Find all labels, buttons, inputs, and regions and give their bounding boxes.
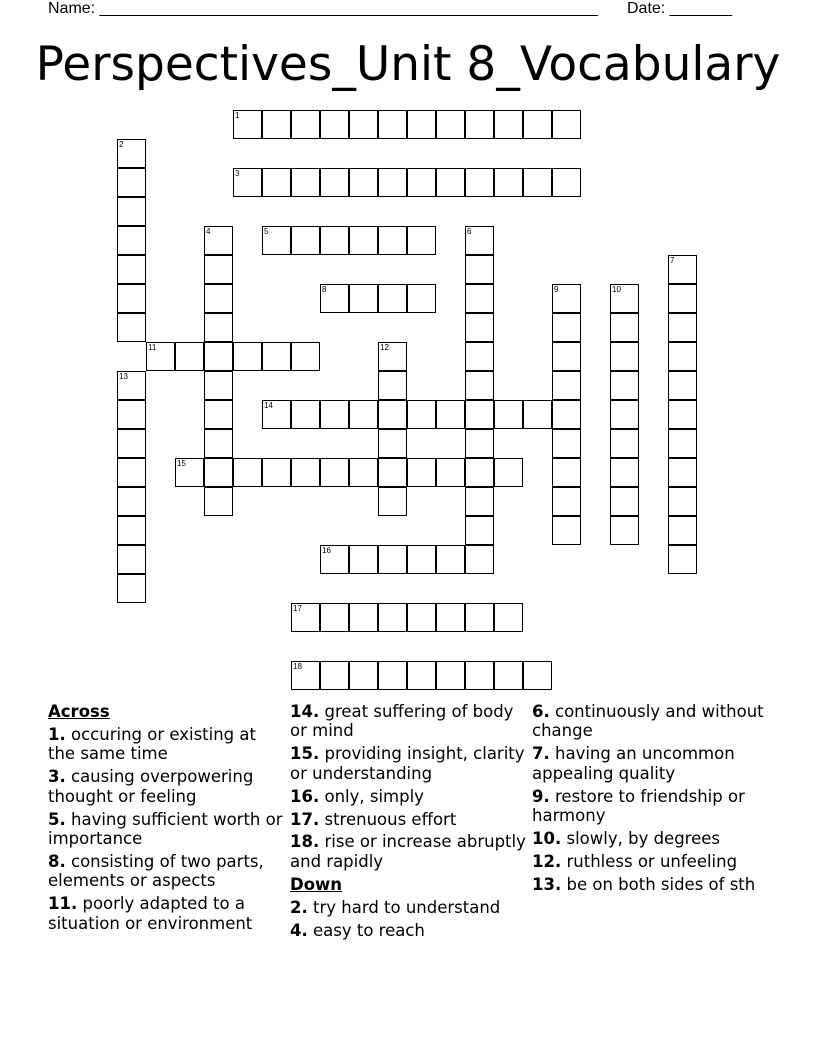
clue-number-label: 7: [670, 256, 675, 265]
crossword-cell[interactable]: [436, 110, 465, 139]
crossword-cell[interactable]: [668, 487, 697, 516]
across-heading: Across: [48, 702, 110, 721]
crossword-cell[interactable]: [175, 458, 204, 487]
crossword-cell[interactable]: [291, 603, 320, 632]
crossword-cell[interactable]: [320, 168, 349, 197]
down-clue-2: [290, 898, 526, 917]
crossword-cell[interactable]: [349, 603, 378, 632]
crossword-cell[interactable]: [552, 458, 581, 487]
crossword-cell[interactable]: [436, 661, 465, 690]
clue-number: 6.: [532, 702, 550, 721]
clue-number: 13.: [532, 874, 562, 894]
crossword-cell[interactable]: [117, 429, 146, 458]
clue-number: 9.: [532, 786, 550, 806]
crossword-cell[interactable]: [378, 400, 407, 429]
clue-number-label: 2: [119, 140, 124, 149]
crossword-cell[interactable]: [117, 458, 146, 487]
crossword-cell[interactable]: [552, 516, 581, 545]
crossword-cell[interactable]: [378, 284, 407, 313]
crossword-cell[interactable]: [494, 400, 523, 429]
crossword-cell[interactable]: [494, 603, 523, 632]
crossword-cell[interactable]: [291, 661, 320, 690]
crossword-cell[interactable]: [233, 110, 262, 139]
clue-text: continuously and without change: [532, 702, 764, 741]
crossword-cell[interactable]: [668, 458, 697, 487]
crossword-cell[interactable]: [349, 545, 378, 574]
crossword-cell[interactable]: [117, 371, 146, 400]
crossword-cell[interactable]: [610, 487, 639, 516]
crossword-cell[interactable]: [349, 168, 378, 197]
crossword-cell[interactable]: [349, 661, 378, 690]
clue-number: 17.: [290, 809, 320, 829]
clue-number-label: 17: [293, 604, 302, 613]
crossword-cell[interactable]: [262, 110, 291, 139]
crossword-cell[interactable]: [523, 661, 552, 690]
crossword-cell[interactable]: [117, 255, 146, 284]
crossword-cell[interactable]: [552, 342, 581, 371]
across-clue-1: [48, 725, 284, 764]
crossword-cell[interactable]: [320, 545, 349, 574]
across-clue-11: [48, 894, 284, 933]
crossword-cell[interactable]: [349, 226, 378, 255]
crossword-cell[interactable]: [436, 545, 465, 574]
across-clue-17: [290, 810, 526, 829]
clue-number-label: 9: [554, 285, 559, 294]
crossword-cell[interactable]: [465, 110, 494, 139]
crossword-cell[interactable]: [320, 284, 349, 313]
crossword-cell[interactable]: [204, 371, 233, 400]
crossword-cell[interactable]: [668, 313, 697, 342]
clue-number-label: 6: [467, 227, 472, 236]
crossword-cell[interactable]: [117, 545, 146, 574]
crossword-cell[interactable]: [262, 226, 291, 255]
crossword-cell[interactable]: [407, 458, 436, 487]
crossword-cell[interactable]: [407, 603, 436, 632]
clue-number: 4.: [290, 920, 308, 940]
crossword-cell[interactable]: [610, 284, 639, 313]
crossword-cell[interactable]: [610, 371, 639, 400]
clue-text: slowly, by degrees: [566, 828, 720, 848]
crossword-cell[interactable]: [465, 458, 494, 487]
crossword-cell[interactable]: [552, 168, 581, 197]
down-clue-13: [532, 875, 768, 894]
crossword-cell[interactable]: [320, 458, 349, 487]
clue-number-label: 15: [177, 459, 186, 468]
clue-number: 2.: [290, 897, 308, 917]
crossword-cell[interactable]: [175, 342, 204, 371]
clue-number-label: 16: [322, 546, 331, 555]
crossword-cell[interactable]: [610, 429, 639, 458]
clue-text: providing insight, clarity or understanding: [290, 744, 525, 783]
clue-text: poorly adapted to a situation or environment: [48, 894, 253, 933]
clue-text: be on both sides of sth: [566, 874, 756, 894]
crossword-cell[interactable]: [407, 400, 436, 429]
across-clue-16: [290, 787, 526, 806]
clue-text: restore to friendship or harmony: [532, 786, 745, 826]
clue-number: 1.: [48, 724, 66, 744]
down-clue-10: [532, 829, 768, 848]
crossword-cell[interactable]: [117, 284, 146, 313]
crossword-cell[interactable]: [668, 400, 697, 429]
clue-text: having an uncommon appealing quality: [532, 744, 735, 783]
crossword-cell[interactable]: [262, 342, 291, 371]
crossword-cell[interactable]: [146, 342, 175, 371]
crossword-cell[interactable]: [291, 110, 320, 139]
crossword-cell[interactable]: [436, 603, 465, 632]
clue-text: having sufficient worth or importance: [48, 809, 283, 848]
crossword-cell[interactable]: [465, 313, 494, 342]
crossword-cell[interactable]: [465, 429, 494, 458]
crossword-cell[interactable]: [610, 516, 639, 545]
crossword-cell[interactable]: [291, 226, 320, 255]
down-heading: Down: [290, 874, 343, 894]
crossword-cell[interactable]: [436, 168, 465, 197]
clues-column-3: [532, 702, 768, 898]
crossword-cell[interactable]: [204, 400, 233, 429]
clue-text: consisting of two parts, elements or aspects: [48, 851, 264, 891]
crossword-cell[interactable]: [465, 545, 494, 574]
crossword-cell[interactable]: [668, 545, 697, 574]
crossword-cell[interactable]: [291, 458, 320, 487]
crossword-cell[interactable]: [465, 516, 494, 545]
crossword-cell[interactable]: [204, 255, 233, 284]
crossword-cell[interactable]: [668, 371, 697, 400]
crossword-cell[interactable]: [407, 110, 436, 139]
crossword-cell[interactable]: [407, 284, 436, 313]
crossword-cell[interactable]: [233, 342, 262, 371]
crossword-cell[interactable]: [320, 661, 349, 690]
clue-text: only, simply: [324, 786, 424, 806]
crossword-cell[interactable]: [378, 458, 407, 487]
crossword-cell[interactable]: [117, 313, 146, 342]
crossword-cell[interactable]: [494, 110, 523, 139]
crossword-cell[interactable]: [407, 545, 436, 574]
crossword-cell[interactable]: [523, 168, 552, 197]
clue-number: 8.: [48, 851, 66, 871]
clue-number-label: 11: [148, 343, 157, 352]
crossword-cell[interactable]: [494, 458, 523, 487]
clue-number-label: 1: [235, 111, 240, 120]
crossword-cell[interactable]: [668, 284, 697, 313]
clue-text: easy to reach: [313, 920, 425, 940]
crossword-cell[interactable]: [262, 400, 291, 429]
crossword-cell[interactable]: [552, 487, 581, 516]
clue-number: 10.: [532, 828, 562, 848]
crossword-cell[interactable]: [378, 110, 407, 139]
clue-number: 14.: [290, 702, 320, 721]
crossword-cell[interactable]: [117, 139, 146, 168]
crossword-cell[interactable]: [494, 661, 523, 690]
clue-number: 3.: [48, 767, 66, 787]
crossword-cell[interactable]: [320, 110, 349, 139]
page-title: Perspectives_Unit 8_Vocabulary: [35, 37, 781, 92]
crossword-cell[interactable]: [378, 603, 407, 632]
crossword-cell[interactable]: [465, 400, 494, 429]
crossword-cell[interactable]: [668, 342, 697, 371]
crossword-cell[interactable]: [378, 226, 407, 255]
across-clue-3: [48, 767, 284, 806]
crossword-cell[interactable]: [378, 661, 407, 690]
crossword-cell[interactable]: [610, 400, 639, 429]
clue-number-label: 4: [206, 227, 211, 236]
crossword-cell[interactable]: [320, 603, 349, 632]
crossword-cell[interactable]: [378, 545, 407, 574]
crossword-cell[interactable]: [668, 516, 697, 545]
clue-number-label: 5: [264, 227, 269, 236]
crossword-cell[interactable]: [465, 603, 494, 632]
down-clue-9: [532, 787, 768, 826]
crossword-cell[interactable]: [117, 226, 146, 255]
crossword-cell[interactable]: [117, 574, 146, 603]
crossword-cell[interactable]: [552, 429, 581, 458]
crossword-cell[interactable]: [465, 284, 494, 313]
crossword-cell[interactable]: [320, 226, 349, 255]
crossword-cell[interactable]: [407, 661, 436, 690]
crossword-cell[interactable]: [523, 400, 552, 429]
crossword-cell[interactable]: [378, 429, 407, 458]
clues-column-1: [48, 702, 284, 936]
crossword-cell[interactable]: [349, 400, 378, 429]
crossword-cell[interactable]: [117, 487, 146, 516]
crossword-cell[interactable]: [262, 458, 291, 487]
crossword-cell[interactable]: [465, 255, 494, 284]
across-clue-18: [290, 832, 526, 871]
crossword-cell[interactable]: [349, 458, 378, 487]
crossword-cell[interactable]: [378, 487, 407, 516]
clue-number-label: 13: [119, 372, 128, 381]
crossword-cell[interactable]: [465, 371, 494, 400]
clue-number-label: 18: [293, 662, 302, 671]
clue-number-label: 10: [612, 285, 621, 294]
clue-number-label: 8: [322, 285, 327, 294]
crossword-cell[interactable]: [320, 400, 349, 429]
clue-number: 16.: [290, 786, 320, 806]
crossword-cell[interactable]: [465, 168, 494, 197]
clue-number-label: 12: [380, 343, 389, 352]
clue-number: 12.: [532, 851, 562, 871]
crossword-cell[interactable]: [407, 168, 436, 197]
crossword-cell[interactable]: [465, 342, 494, 371]
crossword-cell[interactable]: [204, 284, 233, 313]
crossword-cell[interactable]: [117, 400, 146, 429]
crossword-cell[interactable]: [552, 313, 581, 342]
crossword-cell[interactable]: [523, 110, 552, 139]
crossword-cell[interactable]: [552, 284, 581, 313]
across-clue-8: [48, 852, 284, 891]
down-clue-4: [290, 921, 526, 940]
crossword-cell[interactable]: [204, 313, 233, 342]
crossword-cell[interactable]: [610, 313, 639, 342]
clue-number: 7.: [532, 744, 550, 764]
crossword-cell[interactable]: [349, 110, 378, 139]
clue-text: great suffering of body or mind: [290, 702, 514, 741]
crossword-cell[interactable]: [552, 110, 581, 139]
crossword-cell[interactable]: [465, 226, 494, 255]
clue-number: 5.: [48, 809, 66, 829]
clues-column-2: [290, 702, 526, 943]
crossword-cell[interactable]: [117, 168, 146, 197]
clue-text: occuring or existing at the same time: [48, 724, 256, 764]
crossword-cell[interactable]: [610, 342, 639, 371]
crossword-cell[interactable]: [233, 458, 262, 487]
crossword-cell[interactable]: [494, 168, 523, 197]
crossword-cell[interactable]: [204, 226, 233, 255]
clue-number: 11.: [48, 894, 78, 914]
crossword-cell[interactable]: [291, 342, 320, 371]
down-clue-6: [532, 702, 768, 741]
crossword-cell[interactable]: [668, 255, 697, 284]
crossword-cell[interactable]: [552, 371, 581, 400]
crossword-cell[interactable]: [117, 516, 146, 545]
crossword-cell[interactable]: [291, 400, 320, 429]
name-line: Name: ________________________________________________________: [48, 0, 598, 17]
clue-number: 15.: [290, 744, 320, 764]
crossword-cell[interactable]: [117, 197, 146, 226]
clue-number-label: 14: [264, 401, 273, 410]
across-clue-15: [290, 744, 526, 783]
crossword-cell[interactable]: [204, 342, 233, 371]
across-clue-14: [290, 702, 526, 741]
date-line: Date: _______: [627, 0, 732, 17]
down-clue-7: [532, 744, 768, 783]
crossword-cell[interactable]: [465, 661, 494, 690]
crossword-cell[interactable]: [610, 458, 639, 487]
crossword-cell[interactable]: [378, 342, 407, 371]
down-clue-12: [532, 852, 768, 871]
crossword-cell[interactable]: [262, 168, 291, 197]
clue-text: try hard to understand: [313, 897, 501, 917]
crossword-cell[interactable]: [204, 429, 233, 458]
crossword-cell[interactable]: [349, 284, 378, 313]
crossword-cell[interactable]: [378, 371, 407, 400]
crossword-cell[interactable]: [668, 429, 697, 458]
crossword-cell[interactable]: [436, 458, 465, 487]
clue-text: strenuous effort: [324, 809, 457, 829]
clue-text: rise or increase abruptly and rapidly: [290, 832, 526, 871]
crossword-cell[interactable]: [552, 400, 581, 429]
crossword-cell[interactable]: [436, 400, 465, 429]
crossword-cell[interactable]: [378, 168, 407, 197]
crossword-cell[interactable]: [233, 168, 262, 197]
crossword-cell[interactable]: [204, 487, 233, 516]
crossword-cell[interactable]: [291, 168, 320, 197]
clue-text: ruthless or unfeeling: [566, 851, 738, 871]
clue-number-label: 3: [235, 169, 240, 178]
clue-text: causing overpowering thought or feeling: [48, 767, 254, 806]
crossword-cell[interactable]: [465, 487, 494, 516]
crossword-cell[interactable]: [407, 226, 436, 255]
clue-number: 18.: [290, 832, 320, 852]
crossword-cell[interactable]: [204, 458, 233, 487]
across-clue-5: [48, 810, 284, 849]
